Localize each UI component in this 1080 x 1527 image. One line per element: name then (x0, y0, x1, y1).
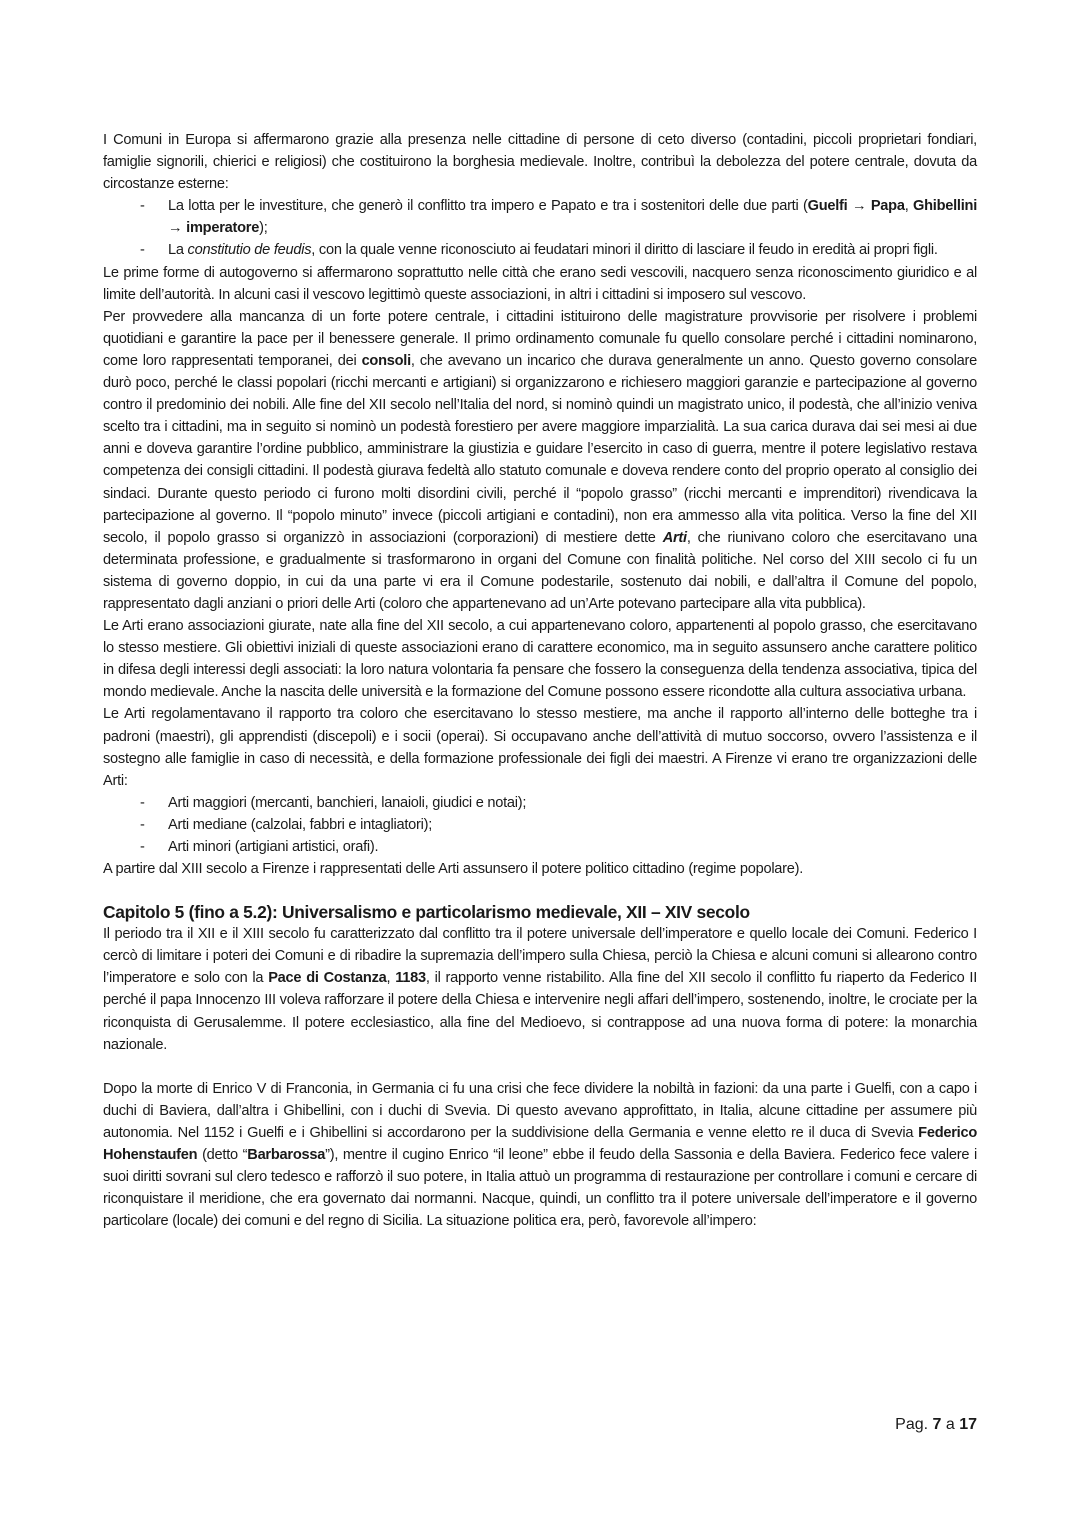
list-item (103, 195, 977, 239)
paragraph (103, 923, 977, 1056)
text-run: , con la quale venne riconosciuto ai feudatari minori il diritto di lasciare il feudo in eredità ai propri figli. (311, 242, 938, 259)
total-pages: 17 (959, 1416, 977, 1433)
list-item (103, 792, 977, 814)
text-run: Arti minori (artigiani artistici, orafi). (168, 839, 379, 855)
paragraph (103, 262, 977, 306)
text-run: Il periodo tra il XII e il XIII secolo fu caratterizzato dal conflitto tra il potere universale dell’imperatore e quello locale dei Comuni. Federico I cercò di limitare i poteri dei Comuni e di ribadire la supremazia dell’impero sulla Chiesa, perciò la Chiesa e alcuni comuni si allearono contro l’imperatore e solo con la (103, 926, 977, 987)
paragraph (103, 129, 977, 195)
paragraph (103, 858, 977, 880)
text-run: La (168, 242, 188, 259)
bold-text: Barbarossa (247, 1147, 326, 1164)
paragraph (103, 615, 977, 703)
text-run: , (904, 198, 914, 215)
text-run: Per provvedere alla mancanza di un forte potere centrale, i cittadini istituirono delle magistrature provvisorie per risolvere i problemi quotidiani e garantire la pace per il benessere generale. Il primo ordinamento comunale fu quello consolare perché i cittadini nominarono, come loro rappresentati temporanei, dei (103, 308, 977, 369)
bold-text: consoli (361, 352, 411, 369)
text-run: Arti mediane (calzolai, fabbri e intagliatori); (168, 816, 433, 833)
text-run: Arti maggiori (mercanti, banchieri, lanaioli, giudici e notai); (168, 794, 527, 811)
dash-list (103, 792, 977, 858)
text-run: , che riunivano coloro che esercitavano una determinata professione, e gradualmente si trasformarono in organi del Comune con finalità politiche. Nel corso del XIII secolo ci fu un sistema di governo doppio, in cui da una parte vi era il Comune podestarile, sostenuto dai nobili, e dall’altra il Comune del popolo, rappresentato dagli anziani o priori delle Arti (coloro che appartenevano ad un’Arte potevano partecipare alla vita pubblica). (103, 529, 977, 612)
italic-text: constitutio de feudis (187, 242, 312, 259)
current-page: 7 (932, 1416, 942, 1433)
text-run: Le prime forme di autogoverno si affermarono soprattutto nelle città che erano sedi vescovili, nacquero senza riconoscimento giuridico e al limite dell’autorità. In alcuni casi il vescovo legittimò queste associazioni, in altri i cittadini si imposero sul vescovo. (103, 264, 977, 303)
bold-text: Federico Hohenstaufen (103, 1124, 977, 1164)
text-run: , che avevano un incarico che durava generalmente un anno. Questo governo consolare durò poco, perché le classi popolari (ricchi mercanti e artigiani) si organizzarono e richiesero maggiori garanzie e partecipazione al governo contro il predominio dei nobili. Alle fine del XII secolo nell’Italia del nord, si nominò quindi un magistrato unico, il podestà, che all’inizio veniva scelto tra i cittadini, ma in seguito si nominò un podestà forestiero per avere maggiore imparzialità. La sua carica durava dai sei mesi ai due anni e doveva garantire l’ordine pubblico, amministrare la giustizia e guidare l’esercito in caso di guerra, mentre il potere legislativo restava competenza dei consigli cittadini. Il podestà giurava fedeltà allo statuto comunale e doveva rendere conto del proprio operato al consiglio dei sindaci. Durante questo periodo ci furono molti disordini civili, perché il “popolo grasso” (ricchi mercanti e imprenditori) rivendicava la partecipazione al governo. Il “popolo minuto” invece (piccoli artigiani e contadini), non era ammesso alla vita politica. Verso la fine del XII secolo, il popolo grasso si organizzò in associazioni (corporazioni) di mestiere dette (103, 352, 977, 546)
text-run: Le Arti regolamentavano il rapporto tra coloro che esercitavano lo stesso mestiere, ma anche il rapporto all’interno delle botteghe tra i padroni (maestri), gli apprendisti (discepoli) e i socii (operai). Si occupavano anche dell’attività di mutuo soccorso, ovvero l’assistenza e il sostegno alle famiglie in caso di necessità, e della formazione professionale dei figli dei maestri. A Firenze vi erano tre organizzazioni delle Arti: (103, 706, 977, 789)
paragraph (103, 703, 977, 791)
bold-text: Ghibellini → imperatore (168, 198, 978, 237)
text-run: Dopo la morte di Enrico V di Franconia, in Germania ci fu una crisi che fece dividere la nobiltà in fazioni: da una parte i Guelfi, con a capo i duchi di Baviera, dall’altra i Ghibellini, con i duchi di Svevia. Di questo avevano approfittato, in Italia, alcune cittadine per assumere più autonomia. Nel 1152 i Guelfi e i Ghibellini si accordarono per la suddivisione della Germania e venne eletto re il duca di Svevia (103, 1080, 977, 1141)
text-run: I Comuni in Europa si affermarono grazie alla presenza nelle cittadine di persone di ceto diverso (contadini, piccoli proprietari fondiari, famiglie signorili, chierici e religiosi) che costituirono la borghesia medievale. Inoltre, contribuì la debolezza del potere centrale, dovuta da circostanze esterne: (103, 132, 977, 193)
text-run: (detto “ (197, 1147, 248, 1164)
page-number: Pag. 7 a 17 (895, 1416, 977, 1433)
bold-text: 1183 (395, 970, 426, 987)
list-item (103, 239, 977, 261)
dash-list (103, 195, 977, 261)
section-heading (103, 901, 977, 923)
text-run: Le Arti erano associazioni giurate, nate alla fine del XII secolo, a cui appartenevano coloro, appartenenti al popolo grasso, che esercitavano lo stesso mestiere. Gli obiettivi iniziali di queste associazioni erano di carattere economico, ma in seguito assunsero anche carattere politico in difesa degli interessi degli associati: la loro natura volontaria fa pensare che fossero la conseguenza della tendenza associativa, tipica del mondo medievale. Anche la nascita delle università e la formazione del Comune possono essere ricondotte alla cultura associativa urbana. (103, 618, 977, 701)
text-run: ); (259, 220, 268, 237)
bold-text: Arti (662, 529, 687, 546)
bold-text: Pace di Costanza (268, 970, 387, 987)
document-body (103, 129, 977, 1232)
text-run: Capitolo 5 (fino a 5.2): Universalismo e particolarismo medievale, XII – XIV secolo (103, 902, 750, 923)
paragraph (103, 306, 977, 615)
blank-line (103, 1056, 977, 1078)
list-item (103, 814, 977, 836)
bold-text: Guelfi → Papa (807, 198, 905, 215)
text-run: ”), mentre il cugino Enrico “il leone” ebbe il feudo della Sassonia e della Baviera. Federico fece valere i suoi diritti sovrani sul clero tedesco e rafforzò il suo potere, in Italia attuò un programma di restaurazione per controllare i comuni e cercare di riconquistare il meridione, che era governato dai normanni. Nacque, quindi, un conflitto tra il potere universale dell’imperatore e il governo particolare (locale) dei comuni e del regno di Sicilia. La situazione politica era, però, favorevole all’impero: (103, 1147, 977, 1230)
list-item (103, 836, 977, 858)
text-run: , il rapporto venne ristabilito. Alla fine del XII secolo il conflitto fu riaperto da Federico II perché il papa Innocenzo III voleva rafforzare il potere della Chiesa e intervenire negli affari dell’impero, sostenendo, inoltre, le crociate per la riconquista di Gerusalemme. Il potere ecclesiastico, alla fine del Medioevo, si contrappose ad una nuova forma di potere: la monarchia nazionale. (103, 970, 977, 1053)
text-run: A partire dal XIII secolo a Firenze i rappresentati delle Arti assunsero il potere politico cittadino (regime popolare). (103, 861, 804, 878)
text-run: La lotta per le investiture, che generò il conflitto tra impero e Papato e tra i sostenitori delle due parti ( (168, 198, 808, 215)
text-run: , (386, 970, 396, 987)
paragraph (103, 1078, 977, 1233)
